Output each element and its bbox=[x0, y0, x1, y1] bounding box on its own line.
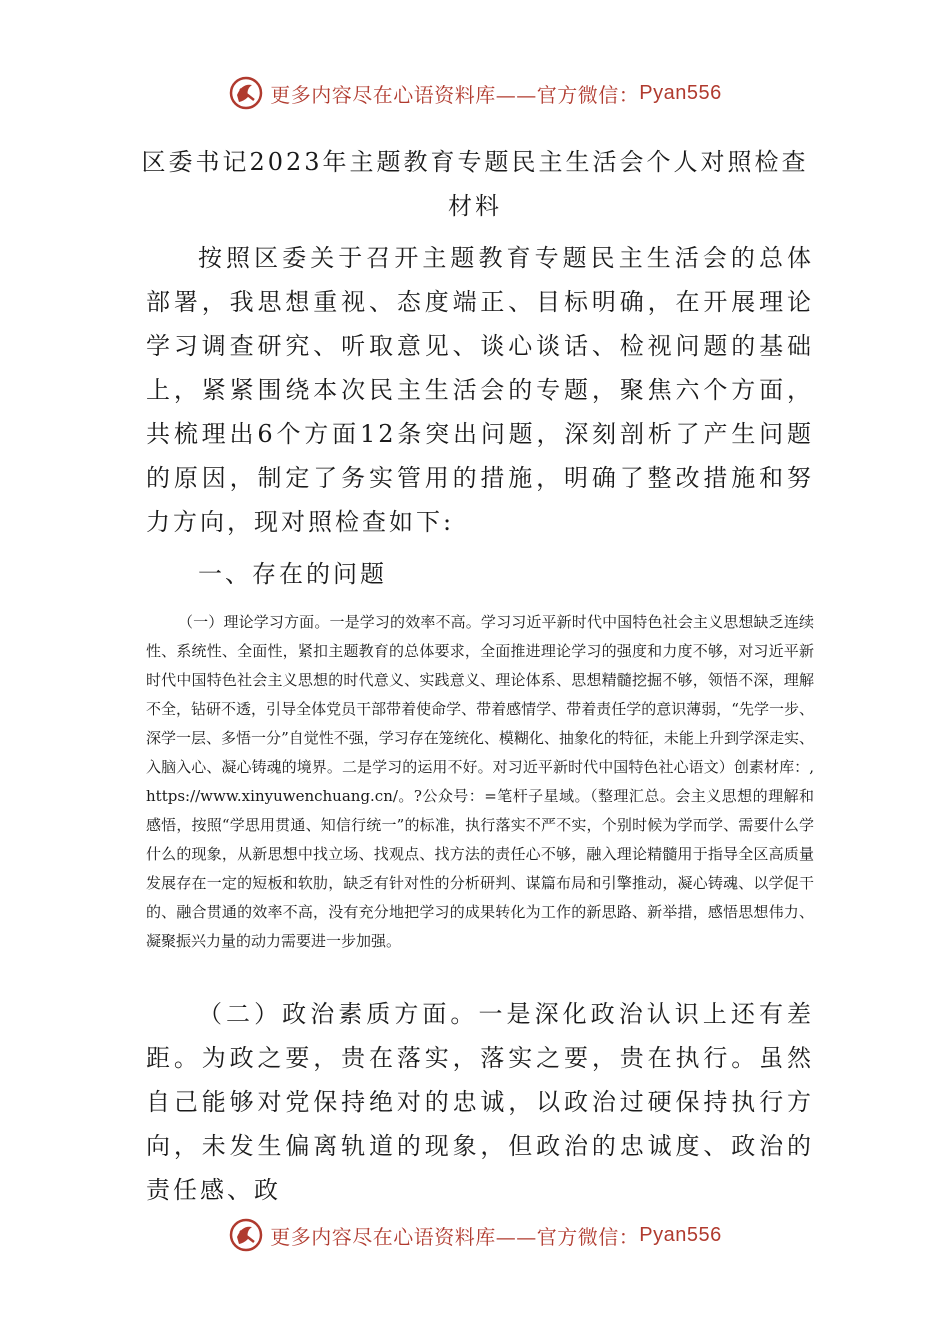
document-title: 区委书记2023年主题教育专题民主生活会个人对照检查材料 bbox=[141, 148, 809, 220]
section-heading: 一、存在的问题 bbox=[198, 560, 387, 588]
header-banner bbox=[0, 68, 950, 118]
banner-text: 更多内容尽在心语资料库——官方微信： bbox=[270, 82, 640, 107]
banner-wechat-id: Pyan556 bbox=[639, 1223, 722, 1246]
intro-paragraph: 按照区委关于召开主题教育专题民主生活会的总体部署，我思想重视、态度端正、目标明确，在开展理论学习调查研究、听取意见、谈心谈话、检视问题的基础上，紧紧围绕本次民主生活会的专题，聚焦六个方面，共梳理出6个方面12条突出问题，深刻剖析了产生问题的原因，制定了务实管用的措施，明确了整改措施和努力方向，现对照检查如下: bbox=[146, 244, 814, 536]
footer-banner bbox=[0, 1210, 950, 1260]
political-quality-paragraph: （二）政治素质方面。一是深化政治认识上还有差距。为政之要，贵在落实，落实之要，贵在执行。虽然自己能够对党保持绝对的忠诚，以政治过硬保持执行方向，未发生偏离轨道的现象，但政治的忠诚度、政治的责任感、政 bbox=[146, 1000, 814, 1204]
banner-text: 更多内容尽在心语资料库——官方微信： bbox=[270, 1224, 640, 1249]
seal-logo-icon bbox=[228, 1217, 264, 1253]
theory-study-paragraph: （一）理论学习方面。一是学习的效率不高。学习习近平新时代中国特色社会主义思想缺乏连续性、系统性、全面性，紧扣主题教育的总体要求，全面推进理论学习的强度和力度不够，对习近平新时代中国特色社会主义思想的时代意义、实践意义、理论体系、思想精髓挖掘不够，领悟不深，理解不全，钻研不透，引导全体党员干部带着使命学、带着感情学、带着责任学的意识薄弱，“先学一步、深学一层、多悟一分”自觉性不强，学习存在笼统化、模糊化、抽象化的特征，未能上升到学深走实、入脑入心、凝心铸魂的境界。二是学习的运用不好。对习近平新时代中国特色社心语文）创素材库：,https://www.xinyuwenchuang.cn/。?公众号：=笔杆子星域。（整理汇总。会主义思想的理解和感悟，按照“学思用贯通、知信行统一”的标准，执行落实不严不实，个别时候为学而学、需要什么学什么的现象，从新思想中找立场、找观点、找方法的责任心不够，融入理论精髓用于指导全区高质量发展存在一定的短板和软肋，缺乏有针对性的分析研判、谋篇布局和引擎推动，凝心铸魂、以学促干的、融合贯通的效率不高，没有充分地把学习的成果转化为工作的新思路、新举措，感悟思想伟力、凝聚振兴力量的动力需要进一步加强。 bbox=[146, 613, 814, 950]
banner-wechat-id: Pyan556 bbox=[639, 81, 722, 104]
seal-logo-icon bbox=[228, 75, 264, 111]
